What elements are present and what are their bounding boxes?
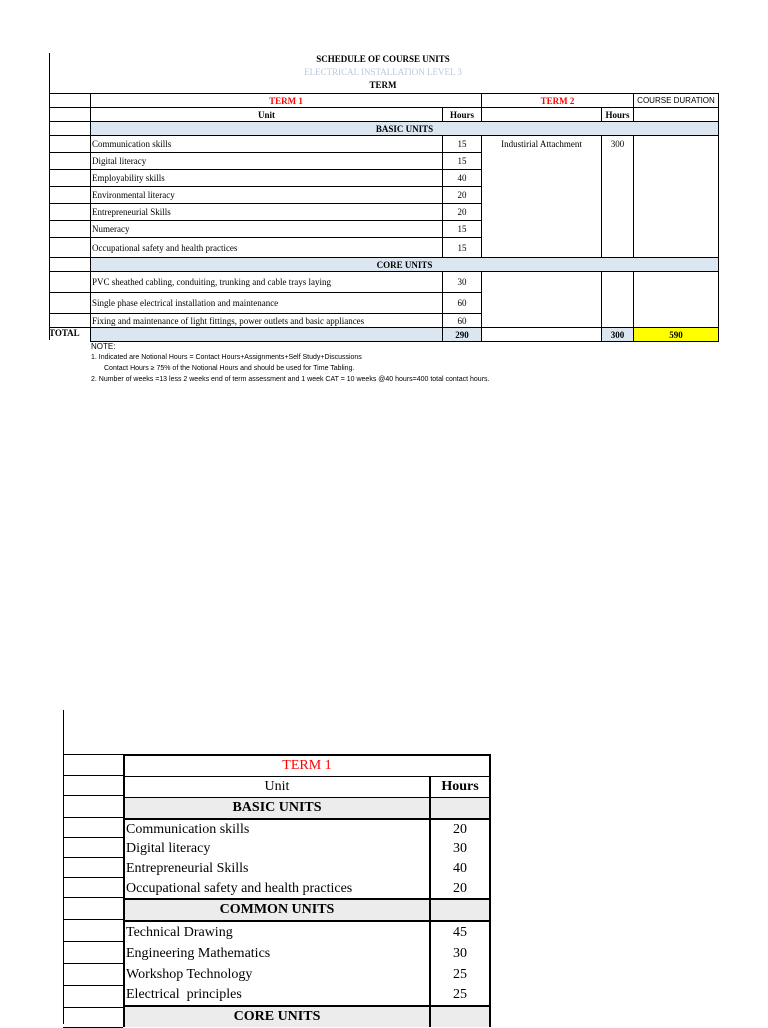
table-row [91, 153, 719, 170]
table-row [91, 221, 719, 238]
hours-cell: 15 [443, 136, 482, 153]
term1-table [123, 754, 491, 1027]
unit-cell: PVC sheathed cabling, conduiting, trunking and cable trays laying [91, 272, 443, 293]
note-line: 1. Indicated are Notional Hours = Contact Hours+Assignments+Self Study+Discussions [91, 354, 362, 361]
hours-cell: 20 [430, 879, 490, 899]
table-row [124, 985, 490, 1006]
note-line: 2. Number of weeks =13 less 2 weeks end of term assessment and 1 week CAT = 10 weeks @40 hours=400 total contact hours. [91, 376, 490, 383]
common-units-band [124, 899, 490, 921]
unit-cell: Employability skills [91, 170, 443, 187]
total-row [91, 328, 719, 342]
table-row [124, 921, 490, 943]
hours-cell: 20 [443, 187, 482, 204]
hours-cell: 30 [430, 943, 490, 964]
term-header-row [124, 755, 490, 776]
unit-cell: Digital literacy [124, 839, 430, 859]
total-label: TOTAL [49, 328, 80, 338]
total-term1-hours: 290 [443, 328, 482, 342]
total-term2-hours: 300 [602, 328, 634, 342]
schedule-header [200, 53, 566, 92]
table-row [91, 170, 719, 187]
unit-cell: Electrical principles [124, 985, 430, 1006]
unit-cell: Workshop Technology [124, 964, 430, 985]
unit-cell: Entrepreneurial Skills [91, 204, 443, 221]
row-index-column-2 [63, 754, 123, 1028]
table-row [91, 293, 719, 314]
hours-cell: 15 [443, 153, 482, 170]
hours-cell: 30 [443, 272, 482, 293]
unit-column-header: Unit [91, 108, 443, 122]
course-duration-header: COURSE DURATION [634, 94, 719, 108]
basic-units-heading: BASIC UNITS [91, 122, 719, 136]
hours-cell: 45 [430, 921, 490, 943]
hours-cell: 30 [430, 839, 490, 859]
unit-column-header: Unit [124, 776, 430, 797]
unit-cell: Entrepreneurial Skills [124, 859, 430, 879]
unit-cell: Communication skills [91, 136, 443, 153]
unit-cell: Numeracy [91, 221, 443, 238]
total-term2-unit-cell [482, 328, 602, 342]
term2-hours-cell: 300 [602, 136, 634, 153]
core-units-heading: CORE UNITS [124, 1006, 430, 1027]
hours-cell: 25 [430, 985, 490, 1006]
total-unit-cell [91, 328, 443, 342]
hours-cell: 20 [443, 204, 482, 221]
schedule-table [90, 93, 719, 342]
basic-units-heading: BASIC UNITS [124, 797, 430, 819]
hours-cell: 25 [430, 964, 490, 985]
table-row [124, 879, 490, 899]
hours-cell: 15 [443, 221, 482, 238]
term2-unit-cell: Industirial Attachment [482, 136, 602, 153]
row-index-column [49, 93, 90, 328]
unit-cell: Engineering Mathematics [124, 943, 430, 964]
term2-header: TERM 2 [482, 94, 634, 108]
unit-cell: Fixing and maintenance of light fittings, power outlets and basic appliances [91, 314, 443, 328]
note-label: NOTE: [91, 342, 116, 351]
basic-units-band [91, 122, 719, 136]
basic-units-band [124, 797, 490, 819]
schedule-title: SCHEDULE OF COURSE UNITS [316, 54, 450, 64]
hours-cell: 15 [443, 238, 482, 258]
term2-hours-column-header: Hours [602, 108, 634, 122]
term-header-row [91, 94, 719, 108]
term-caption: TERM [369, 80, 397, 90]
hours-column-header: Hours [443, 108, 482, 122]
table-row [91, 272, 719, 293]
table-row [124, 839, 490, 859]
common-units-heading: COMMON UNITS [124, 899, 430, 921]
hours-cell: 20 [430, 819, 490, 839]
unit-cell: Digital literacy [91, 153, 443, 170]
term2-unit-column-header [482, 108, 602, 122]
total-course-duration: 590 [634, 328, 719, 342]
hours-cell: 60 [443, 314, 482, 328]
table-row [91, 187, 719, 204]
unit-cell: Environmental literacy [91, 187, 443, 204]
table-row [124, 943, 490, 964]
unit-cell: Occupational safety and health practices [124, 879, 430, 899]
table-row [91, 136, 719, 153]
unit-cell: Single phase electrical installation and maintenance [91, 293, 443, 314]
unit-cell: Technical Drawing [124, 921, 430, 943]
core-units-band [91, 258, 719, 272]
unit-cell: Occupational safety and health practices [91, 238, 443, 258]
hours-cell: 40 [443, 170, 482, 187]
notes-block [91, 341, 489, 385]
term1-header-bottom: TERM 1 [124, 755, 490, 776]
table-row [124, 964, 490, 985]
table-row [91, 314, 719, 328]
table-row [124, 819, 490, 839]
core-units-heading: CORE UNITS [91, 258, 719, 272]
column-header-row [124, 776, 490, 797]
duration-cell [634, 136, 719, 153]
hours-cell: 40 [430, 859, 490, 879]
note-line: Contact Hours ≥ 75% of the Notional Hours and should be used for Time Tabling. [104, 365, 355, 372]
schedule-subtitle: ELECTRICAL INSTALLATION LEVEL 3 [304, 67, 462, 77]
duration-column-header [634, 108, 719, 122]
hours-column-header: Hours [430, 776, 490, 797]
table-row [91, 204, 719, 221]
term1-header: TERM 1 [91, 94, 482, 108]
table-row [124, 859, 490, 879]
unit-cell: Communication skills [124, 819, 430, 839]
hours-cell: 60 [443, 293, 482, 314]
table-row [91, 238, 719, 258]
column-header-row [91, 108, 719, 122]
